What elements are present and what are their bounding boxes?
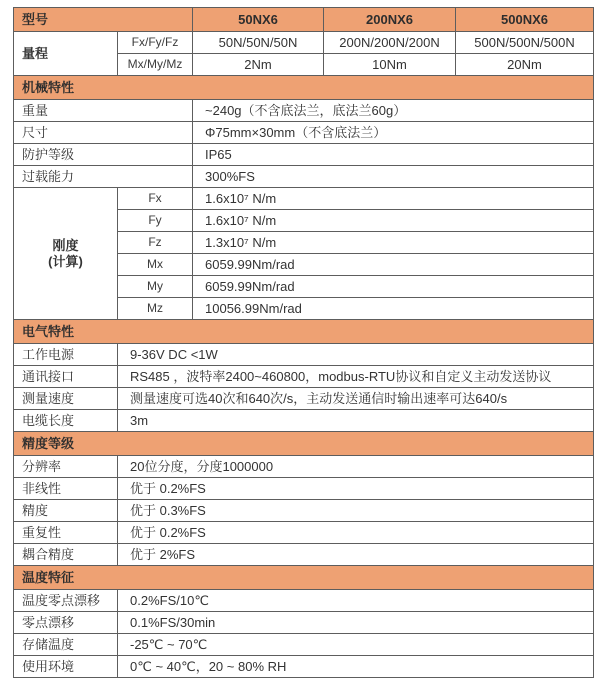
spec-row-repeatability: [14, 522, 594, 544]
spec-value: Φ75mm×30mm（不含底法兰）: [193, 122, 594, 144]
range-value: 10Nm: [324, 54, 456, 76]
spec-value: IP65: [193, 144, 594, 166]
spec-label: 测量速度: [14, 388, 118, 410]
spec-value: 0.1%FS/30min: [118, 612, 594, 634]
range-value: 20Nm: [456, 54, 594, 76]
stiffness-value: 10056.99Nm/rad: [193, 298, 594, 320]
spec-row-power: [14, 344, 594, 366]
spec-table: [13, 7, 594, 678]
spec-row-speed: [14, 388, 594, 410]
spec-label: 防护等级: [14, 144, 193, 166]
spec-value: 0.2%FS/10℃: [118, 590, 594, 612]
section-header-accuracy: [14, 432, 594, 456]
spec-label: 分辨率: [14, 456, 118, 478]
spec-label: 电缆长度: [14, 410, 118, 432]
stiffness-axis: My: [118, 276, 193, 298]
range-row-force: [14, 32, 594, 54]
stiffness-axis: Fz: [118, 232, 193, 254]
spec-label: 零点漂移: [14, 612, 118, 634]
stiffness-value: 1.3x10⁷ N/m: [193, 232, 594, 254]
spec-row-zero-drift: [14, 612, 594, 634]
stiffness-axis: Mx: [118, 254, 193, 276]
spec-value: 优于 2%FS: [118, 544, 594, 566]
spec-value: 优于 0.3%FS: [118, 500, 594, 522]
spec-row-overload: [14, 166, 594, 188]
stiffness-row-fx: [14, 188, 594, 210]
spec-row-coupling: [14, 544, 594, 566]
stiffness-label: [14, 188, 118, 320]
model-name-500nx6: 500NX6: [456, 8, 594, 32]
stiffness-axis: Mz: [118, 298, 193, 320]
range-sub-label: Fx/Fy/Fz: [118, 32, 193, 54]
spec-value: ~240g（不含底法兰，底法兰60g）: [193, 100, 594, 122]
spec-row-nonlinearity: [14, 478, 594, 500]
spec-value: 9-36V DC <1W: [118, 344, 594, 366]
stiffness-value: 6059.99Nm/rad: [193, 254, 594, 276]
stiffness-label-line2: (计算): [48, 253, 83, 269]
spec-label: 存储温度: [14, 634, 118, 656]
model-header-row: [14, 8, 594, 32]
spec-label: 过载能力: [14, 166, 193, 188]
section-title: 温度特征: [14, 566, 594, 590]
spec-label: 耦合精度: [14, 544, 118, 566]
section-title: 电气特性: [14, 320, 594, 344]
spec-value: 0℃ ~ 40℃，20 ~ 80% RH: [118, 656, 594, 678]
spec-row-weight: [14, 100, 594, 122]
stiffness-axis: Fy: [118, 210, 193, 232]
spec-label: 通讯接口: [14, 366, 118, 388]
spec-value: 测量速度可选40次和640次/s，主动发送通信时输出速率可达640/s: [118, 388, 594, 410]
stiffness-value: 1.6x10⁷ N/m: [193, 210, 594, 232]
spec-row-temp-zero-drift: [14, 590, 594, 612]
spec-value: 20位分度，分度1000000: [118, 456, 594, 478]
range-value: 500N/500N/500N: [456, 32, 594, 54]
range-value: 2Nm: [193, 54, 324, 76]
spec-label: 重量: [14, 100, 193, 122]
spec-value: -25℃ ~ 70℃: [118, 634, 594, 656]
spec-row-protection: [14, 144, 594, 166]
spec-value: 优于 0.2%FS: [118, 478, 594, 500]
model-name-200nx6: 200NX6: [324, 8, 456, 32]
range-sub-label: Mx/My/Mz: [118, 54, 193, 76]
stiffness-value: 6059.99Nm/rad: [193, 276, 594, 298]
model-name-50nx6: 50NX6: [193, 8, 324, 32]
spec-value: 优于 0.2%FS: [118, 522, 594, 544]
stiffness-label-line1: 刚度: [52, 237, 79, 253]
stiffness-axis: Fx: [118, 188, 193, 210]
spec-label: 使用环境: [14, 656, 118, 678]
spec-label: 精度: [14, 500, 118, 522]
spec-row-interface: [14, 366, 594, 388]
range-value: 50N/50N/50N: [193, 32, 324, 54]
section-title: 精度等级: [14, 432, 594, 456]
spec-row-operating-env: [14, 656, 594, 678]
section-title: 机械特性: [14, 76, 594, 100]
spec-label: 工作电源: [14, 344, 118, 366]
section-header-electrical: [14, 320, 594, 344]
model-label: 型号: [14, 8, 193, 32]
spec-row-precision: [14, 500, 594, 522]
stiffness-value: 1.6x10⁷ N/m: [193, 188, 594, 210]
spec-row-cable: [14, 410, 594, 432]
range-value: 200N/200N/200N: [324, 32, 456, 54]
spec-label: 非线性: [14, 478, 118, 500]
section-header-temperature: [14, 566, 594, 590]
spec-row-storage-temp: [14, 634, 594, 656]
spec-label: 尺寸: [14, 122, 193, 144]
spec-value: RS485 ，波特率2400~460800，modbus-RTU协议和自定义主动发送协议: [118, 366, 594, 388]
spec-row-resolution: [14, 456, 594, 478]
spec-value: 3m: [118, 410, 594, 432]
range-label: 量程: [14, 32, 118, 76]
spec-row-dimensions: [14, 122, 594, 144]
section-header-mechanical: [14, 76, 594, 100]
spec-value: 300%FS: [193, 166, 594, 188]
spec-label: 温度零点漂移: [14, 590, 118, 612]
spec-label: 重复性: [14, 522, 118, 544]
